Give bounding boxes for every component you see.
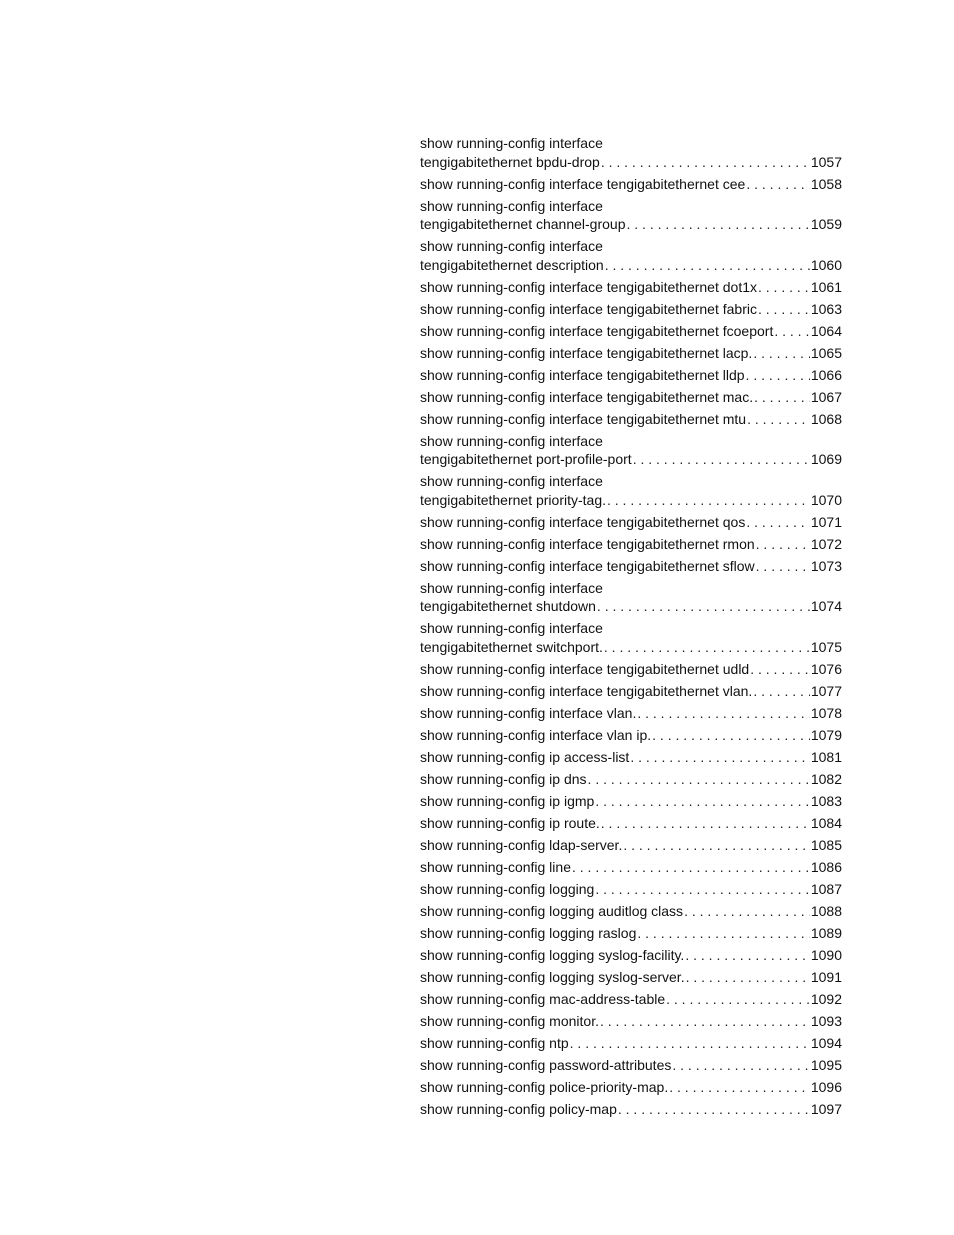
dot-leader: [595, 792, 810, 811]
toc-entry-title: show running-config logging: [420, 880, 595, 897]
dot-leader: [588, 770, 810, 789]
toc-entry-lead: show running-config interface: [420, 620, 603, 637]
toc-entry-line: [420, 946, 842, 965]
toc-entry-page-number: 1067: [810, 388, 842, 405]
toc-entry[interactable]: [420, 557, 842, 576]
dot-leader: [669, 1078, 810, 1097]
toc-entry-page-number: 1074: [810, 598, 842, 615]
toc-entry-page-number: 1075: [810, 638, 842, 655]
toc-entry[interactable]: [420, 792, 842, 811]
toc-entry[interactable]: [420, 278, 842, 297]
toc-entry-page-number: 1085: [810, 836, 842, 853]
toc-entry-line: [420, 1056, 842, 1075]
dot-leader: [627, 215, 810, 234]
toc-entry-title: show running-config ntp: [420, 1034, 569, 1051]
dot-leader: [753, 344, 810, 363]
toc-entry-lead: show running-config interface: [420, 473, 603, 490]
toc-entry[interactable]: [420, 704, 842, 723]
toc-entry[interactable]: [420, 682, 842, 701]
toc-entry-lead: show running-config interface: [420, 432, 603, 449]
dot-leader: [601, 153, 810, 172]
toc-entry-page-number: 1084: [810, 814, 842, 831]
toc-entry-page-number: 1077: [810, 682, 842, 699]
toc-entry[interactable]: [420, 472, 842, 509]
toc-entry-title: show running-config logging raslog: [420, 924, 637, 941]
toc-entry[interactable]: [420, 197, 842, 234]
toc-entry-page-number: 1064: [810, 322, 842, 339]
toc-entry[interactable]: [420, 432, 842, 469]
dot-leader: [756, 557, 810, 576]
table-of-contents: [420, 134, 842, 1122]
toc-entry-title: show running-config police-priority-map.: [420, 1078, 669, 1095]
toc-entry-title: show running-config logging syslog-server.: [420, 968, 685, 985]
toc-entry[interactable]: [420, 748, 842, 767]
dot-leader: [607, 491, 810, 510]
toc-entry[interactable]: [420, 968, 842, 987]
toc-entry-title: show running-config interface tengigabitethernet dot1x: [420, 278, 757, 295]
toc-entry-line: [420, 704, 842, 723]
dot-leader: [747, 410, 810, 429]
toc-entry[interactable]: [420, 946, 842, 965]
toc-entry-page-number: 1095: [810, 1056, 842, 1073]
dot-leader: [597, 597, 810, 616]
toc-entry-page-number: 1087: [810, 880, 842, 897]
toc-entry-page-number: 1073: [810, 557, 842, 574]
toc-entry-line: [420, 1012, 842, 1031]
toc-entry[interactable]: [420, 880, 842, 899]
dot-leader: [637, 704, 810, 723]
toc-entry-page-number: 1063: [810, 300, 842, 317]
toc-entry-title: show running-config interface tengigabitethernet lldp: [420, 366, 745, 383]
toc-entry-line: [420, 513, 842, 532]
toc-entry-line: [420, 388, 842, 407]
toc-entry-title: show running-config interface tengigabitethernet fabric: [420, 300, 757, 317]
toc-entry[interactable]: [420, 726, 842, 745]
toc-entry-title: show running-config policy-map: [420, 1100, 617, 1117]
toc-entry-title: show running-config interface vlan ip.: [420, 726, 652, 743]
toc-entry-line: [420, 322, 842, 341]
toc-entry[interactable]: [420, 1078, 842, 1097]
toc-entry-title: show running-config logging syslog-facility.: [420, 946, 685, 963]
dot-leader: [600, 1012, 810, 1031]
toc-entry-page-number: 1066: [810, 366, 842, 383]
toc-entry-line: [420, 990, 842, 1009]
toc-entry-title: show running-config line: [420, 858, 571, 875]
dot-leader: [572, 858, 810, 877]
toc-entry-title: show running-config ip access-list: [420, 748, 630, 765]
toc-entry-lead: show running-config interface: [420, 197, 603, 214]
toc-entry[interactable]: [420, 1100, 842, 1119]
toc-entry-title: show running-config interface tengigabitethernet lacp.: [420, 344, 753, 361]
dot-leader: [753, 682, 810, 701]
toc-entry-page-number: 1081: [810, 748, 842, 765]
toc-entry[interactable]: [420, 134, 842, 171]
dot-leader: [623, 836, 810, 855]
toc-entry-page-number: 1072: [810, 535, 842, 552]
toc-entry-page-number: 1097: [810, 1100, 842, 1117]
toc-entry[interactable]: [420, 237, 842, 274]
toc-entry-line: [420, 153, 842, 172]
toc-entry[interactable]: [420, 388, 842, 407]
toc-entry-page-number: 1068: [810, 410, 842, 427]
toc-entry-line: [420, 535, 842, 554]
toc-entry[interactable]: [420, 619, 842, 656]
toc-entry[interactable]: [420, 410, 842, 429]
toc-entry-line: [420, 344, 842, 363]
toc-entry-line: [420, 792, 842, 811]
toc-entry-line: [420, 1078, 842, 1097]
toc-entry-line: [420, 597, 842, 616]
toc-entry[interactable]: [420, 513, 842, 532]
toc-entry-page-number: 1059: [810, 216, 842, 233]
toc-entry[interactable]: [420, 366, 842, 385]
toc-entry-page-number: 1060: [810, 256, 842, 273]
toc-entry[interactable]: [420, 924, 842, 943]
toc-entry-title: show running-config password-attributes: [420, 1056, 672, 1073]
toc-entry[interactable]: [420, 814, 842, 833]
toc-entry-title: show running-config interface tengigabitethernet qos: [420, 513, 746, 530]
toc-entry-page-number: 1076: [810, 660, 842, 677]
dot-leader: [652, 726, 810, 745]
toc-entry-line: [420, 770, 842, 789]
toc-entry-line: [420, 968, 842, 987]
toc-entry-line: [420, 902, 842, 921]
dot-leader: [672, 1056, 809, 1075]
toc-entry-line: [420, 638, 842, 657]
toc-entry[interactable]: [420, 858, 842, 877]
dot-leader: [686, 968, 810, 987]
toc-entry-page-number: 1091: [810, 968, 842, 985]
toc-entry-page-number: 1061: [810, 278, 842, 295]
toc-entry-page-number: 1070: [810, 491, 842, 508]
dot-leader: [758, 278, 810, 297]
toc-entry[interactable]: [420, 1034, 842, 1053]
toc-entry-line: [420, 924, 842, 943]
dot-leader: [604, 638, 810, 657]
toc-entry-title: tengigabitethernet description: [420, 256, 604, 273]
toc-entry[interactable]: [420, 1056, 842, 1075]
toc-entry-page-number: 1065: [810, 344, 842, 361]
toc-entry-lead: show running-config interface: [420, 238, 603, 255]
toc-entry-title: show running-config mac-address-table: [420, 990, 666, 1007]
toc-entry[interactable]: [420, 322, 842, 341]
toc-entry-title: show running-config interface tengigabitethernet sflow: [420, 557, 755, 574]
toc-entry-line: [420, 256, 842, 275]
toc-entry-page-number: 1069: [810, 451, 842, 468]
toc-entry[interactable]: [420, 300, 842, 319]
dot-leader: [685, 946, 810, 965]
toc-entry-line: [420, 880, 842, 899]
toc-entry[interactable]: [420, 660, 842, 679]
toc-entry[interactable]: [420, 902, 842, 921]
toc-entry-line: [420, 814, 842, 833]
toc-entry-title: show running-config interface tengigabitethernet cee: [420, 175, 746, 192]
toc-entry-title: tengigabitethernet port-profile-port: [420, 451, 632, 468]
toc-entry-line: [420, 726, 842, 745]
toc-entry-title: show running-config ldap-server.: [420, 836, 623, 853]
toc-entry-title: show running-config logging auditlog class: [420, 902, 684, 919]
toc-entry[interactable]: [420, 990, 842, 1009]
dot-leader: [684, 902, 810, 921]
toc-entry-title: show running-config interface tengigabitethernet fcoeport: [420, 322, 774, 339]
toc-entry-line: [420, 300, 842, 319]
toc-entry-page-number: 1058: [810, 175, 842, 192]
dot-leader: [774, 322, 810, 341]
toc-entry-line: [420, 215, 842, 234]
dot-leader: [746, 366, 810, 385]
toc-entry-page-number: 1096: [810, 1078, 842, 1095]
toc-entry-page-number: 1090: [810, 946, 842, 963]
dot-leader: [630, 748, 810, 767]
toc-entry-page-number: 1092: [810, 990, 842, 1007]
dot-leader: [754, 388, 810, 407]
toc-entry[interactable]: [420, 535, 842, 554]
toc-entry-page-number: 1094: [810, 1034, 842, 1051]
toc-entry-line: [420, 366, 842, 385]
toc-entry-page-number: 1089: [810, 924, 842, 941]
toc-entry-page-number: 1071: [810, 513, 842, 530]
dot-leader: [633, 450, 810, 469]
toc-entry-line: [420, 278, 842, 297]
dot-leader: [746, 175, 810, 194]
toc-entry[interactable]: [420, 836, 842, 855]
toc-entry-title: tengigabitethernet bpdu-drop: [420, 153, 600, 170]
toc-entry-page-number: 1057: [810, 153, 842, 170]
toc-entry[interactable]: [420, 175, 842, 194]
toc-entry-title: tengigabitethernet shutdown: [420, 598, 596, 615]
dot-leader: [605, 256, 810, 275]
dot-leader: [666, 990, 810, 1009]
toc-entry-title: tengigabitethernet priority-tag.: [420, 491, 606, 508]
dot-leader: [601, 814, 810, 833]
toc-entry-line: [420, 175, 842, 194]
toc-entry-line: [420, 682, 842, 701]
toc-entry-line: [420, 836, 842, 855]
dot-leader: [637, 924, 809, 943]
toc-entry-title: show running-config interface tengigabitethernet udld: [420, 660, 750, 677]
dot-leader: [746, 513, 810, 532]
toc-entry-page-number: 1082: [810, 770, 842, 787]
toc-entry-lead: show running-config interface: [420, 135, 603, 151]
toc-entry-title: show running-config interface vlan.: [420, 704, 637, 721]
toc-entry-page-number: 1088: [810, 902, 842, 919]
toc-entry-title: show running-config interface tengigabitethernet mac.: [420, 388, 754, 405]
toc-entry-page-number: 1079: [810, 726, 842, 743]
dot-leader: [756, 535, 810, 554]
toc-entry-title: show running-config interface tengigabitethernet vlan.: [420, 682, 753, 699]
dot-leader: [758, 300, 810, 319]
dot-leader: [570, 1034, 810, 1053]
toc-entry-page-number: 1086: [810, 858, 842, 875]
toc-entry-line: [420, 410, 842, 429]
toc-entry-title: tengigabitethernet switchport.: [420, 638, 603, 655]
toc-entry-line: [420, 491, 842, 510]
toc-entry-page-number: 1078: [810, 704, 842, 721]
toc-entry[interactable]: [420, 770, 842, 789]
toc-entry-line: [420, 660, 842, 679]
toc-entry-lead: show running-config interface: [420, 579, 603, 596]
toc-entry-title: show running-config ip dns: [420, 770, 587, 787]
dot-leader: [618, 1100, 810, 1119]
toc-entry[interactable]: [420, 1012, 842, 1031]
dot-leader: [750, 660, 810, 679]
dot-leader: [595, 880, 810, 899]
toc-entry-title: show running-config interface tengigabitethernet mtu: [420, 410, 747, 427]
toc-entry-line: [420, 557, 842, 576]
toc-entry-title: show running-config ip igmp: [420, 792, 595, 809]
toc-entry[interactable]: [420, 344, 842, 363]
toc-entry-line: [420, 1034, 842, 1053]
toc-entry-title: tengigabitethernet channel-group: [420, 216, 626, 233]
toc-entry[interactable]: [420, 579, 842, 616]
toc-entry-line: [420, 748, 842, 767]
toc-entry-page-number: 1093: [810, 1012, 842, 1029]
toc-entry-title: show running-config monitor.: [420, 1012, 599, 1029]
toc-entry-line: [420, 858, 842, 877]
toc-entry-title: show running-config interface tengigabitethernet rmon: [420, 535, 755, 552]
toc-entry-page-number: 1083: [810, 792, 842, 809]
toc-entry-line: [420, 1100, 842, 1119]
toc-entry-title: show running-config ip route.: [420, 814, 600, 831]
toc-entry-line: [420, 450, 842, 469]
